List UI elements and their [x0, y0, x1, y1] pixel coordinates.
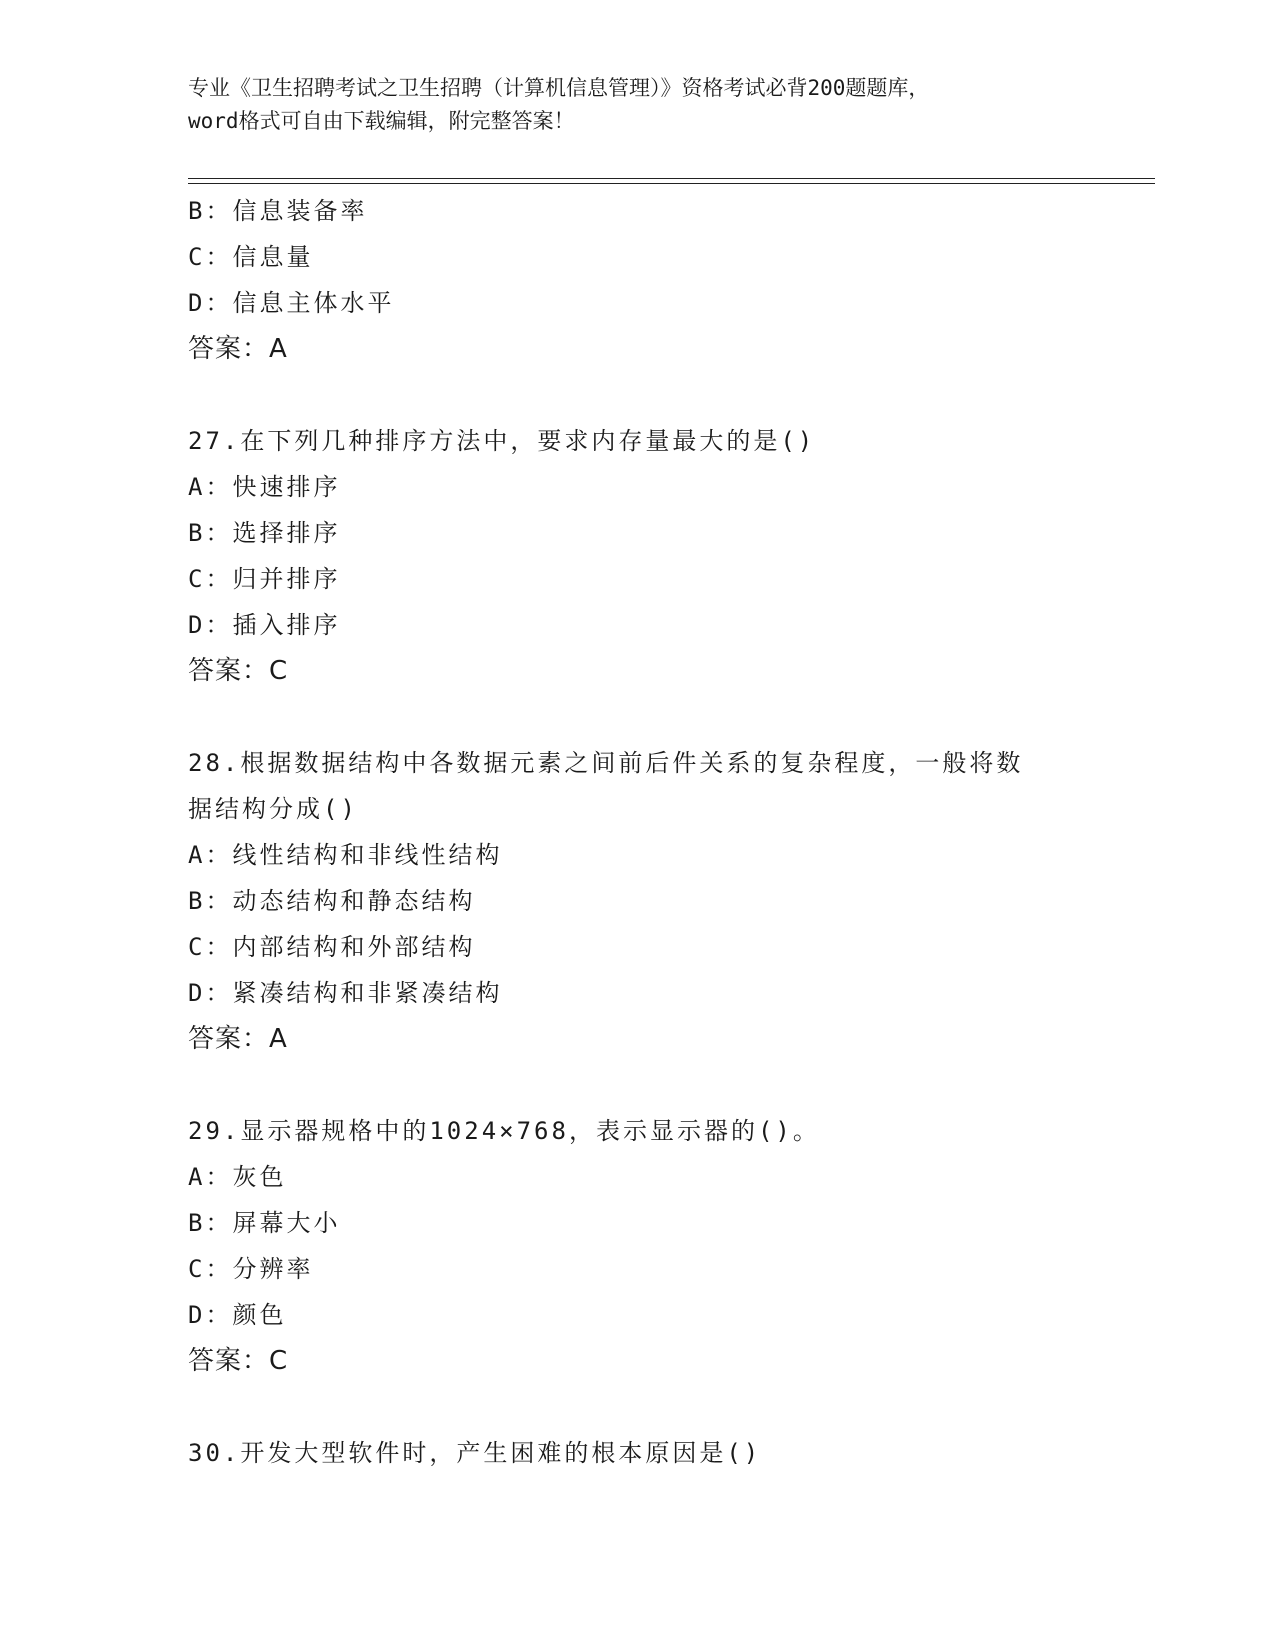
spacer [188, 694, 1088, 740]
option-c [188, 1246, 1088, 1292]
option-text: 颜色 [232, 1301, 287, 1329]
option-a [188, 464, 1088, 510]
option-a [188, 832, 1088, 878]
spacer [188, 372, 1088, 418]
option-key: C： [188, 565, 233, 593]
option-c [188, 234, 1088, 280]
header-title-line-1: 专业《卫生招聘考试之卫生招聘（计算机信息管理）》资格考试必背200题题库， [188, 76, 930, 100]
option-d [188, 970, 1088, 1016]
document-header [188, 72, 1088, 138]
option-c [188, 924, 1088, 970]
option-d [188, 1292, 1088, 1338]
option-b [188, 510, 1088, 556]
option-key: B： [188, 887, 233, 915]
header-title-line-2: word格式可自由下载编辑，附完整答案！ [188, 109, 575, 133]
answer-line: 答案：C [188, 656, 289, 686]
option-a [188, 1154, 1088, 1200]
option-key: A： [188, 841, 233, 869]
option-key: C： [188, 1255, 233, 1283]
option-text: 线性结构和非线性结构 [232, 841, 503, 869]
option-text: 紧凑结构和非紧凑结构 [232, 979, 503, 1007]
option-key: D： [188, 611, 233, 639]
question-27 [188, 418, 1088, 694]
option-text: 信息主体水平 [232, 289, 395, 317]
option-key: D： [188, 979, 233, 1007]
option-d [188, 602, 1088, 648]
header-divider-bottom [188, 183, 1155, 184]
option-b [188, 1200, 1088, 1246]
option-text: 快速排序 [232, 473, 341, 501]
option-text: 归并排序 [232, 565, 341, 593]
option-text: 动态结构和静态结构 [232, 887, 476, 915]
answer-line: 答案：A [188, 1024, 288, 1054]
question-stem: 27.在下列几种排序方法中，要求内存量最大的是() [188, 427, 816, 455]
question-stem: 30.开发大型软件时，产生困难的根本原因是() [188, 1439, 762, 1467]
question-29 [188, 1108, 1088, 1384]
question-30 [188, 1430, 1088, 1476]
option-text: 信息装备率 [232, 197, 368, 225]
option-key: A： [188, 473, 233, 501]
option-text: 信息量 [232, 243, 314, 271]
option-b [188, 878, 1088, 924]
option-key: B： [188, 519, 233, 547]
answer-line: 答案：A [188, 334, 288, 364]
option-key: D： [188, 289, 233, 317]
option-key: D： [188, 1301, 233, 1329]
question-stem-line-1: 28.根据数据结构中各数据元素之间前后件关系的复杂程度，一般将数 [188, 749, 1024, 777]
option-key: A： [188, 1163, 233, 1191]
option-text: 灰色 [232, 1163, 287, 1191]
option-b [188, 188, 1088, 234]
option-key: B： [188, 197, 233, 225]
question-stem-line-2: 据结构分成() [188, 795, 358, 823]
question-list [188, 188, 1088, 1476]
spacer [188, 1062, 1088, 1108]
option-text: 选择排序 [232, 519, 341, 547]
option-d [188, 280, 1088, 326]
header-divider-top [188, 178, 1155, 179]
option-c [188, 556, 1088, 602]
answer-line: 答案：C [188, 1346, 289, 1376]
option-key: B： [188, 1209, 233, 1237]
option-key: C： [188, 933, 233, 961]
question-26-tail [188, 188, 1088, 372]
option-text: 内部结构和外部结构 [232, 933, 476, 961]
option-text: 分辨率 [232, 1255, 314, 1283]
option-key: C： [188, 243, 233, 271]
spacer [188, 1384, 1088, 1430]
option-text: 插入排序 [232, 611, 341, 639]
option-text: 屏幕大小 [232, 1209, 341, 1237]
question-28 [188, 740, 1088, 1062]
question-stem: 29.显示器规格中的1024×768，表示显示器的()。 [188, 1117, 820, 1145]
